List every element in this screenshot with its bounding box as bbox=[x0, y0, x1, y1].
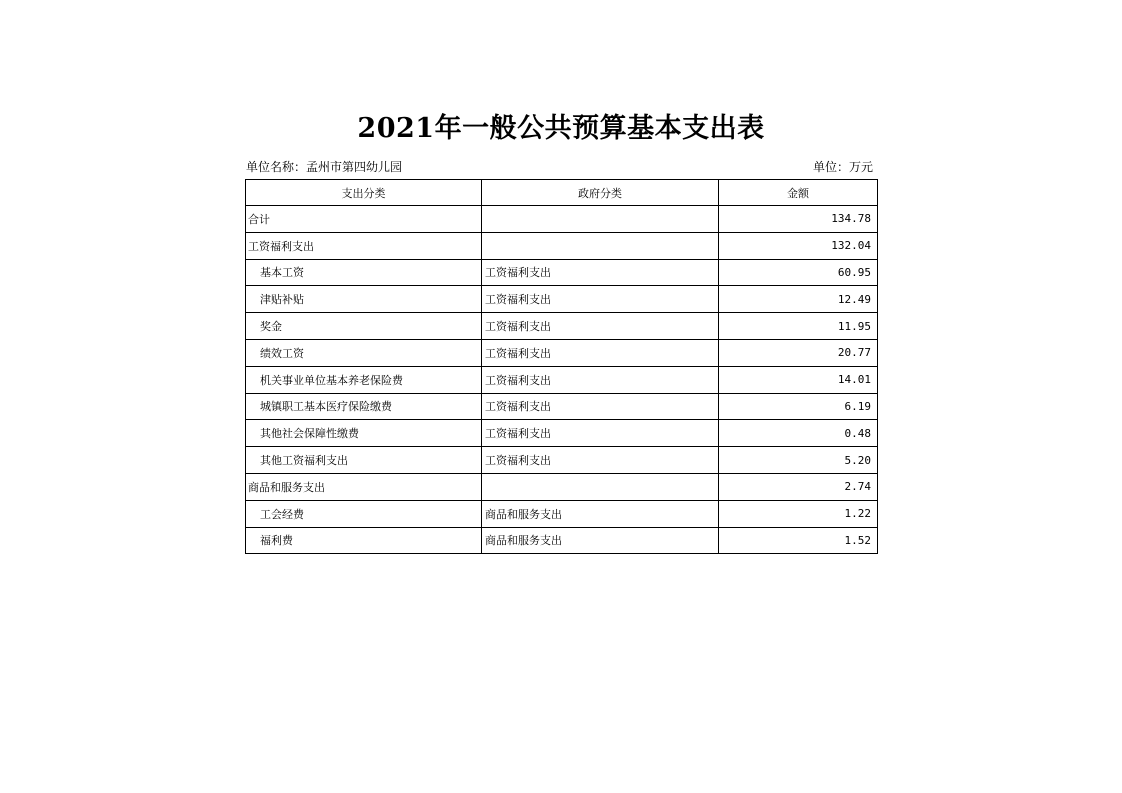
document-title: 2021年一般公共预算基本支出表 bbox=[357, 113, 765, 144]
row-category: 福利费 bbox=[246, 527, 482, 554]
row-amount: 12.49 bbox=[719, 286, 878, 313]
row-category: 商品和服务支出 bbox=[246, 473, 482, 500]
table-row bbox=[246, 286, 878, 313]
row-amount: 132.04 bbox=[719, 232, 878, 259]
row-amount: 6.19 bbox=[719, 393, 878, 420]
budget-table bbox=[245, 179, 878, 554]
table-row bbox=[246, 527, 878, 554]
row-category: 工资福利支出 bbox=[246, 232, 482, 259]
row-amount: 2.74 bbox=[719, 473, 878, 500]
row-category: 基本工资 bbox=[246, 259, 482, 286]
row-category: 津贴补贴 bbox=[246, 286, 482, 313]
row-amount: 5.20 bbox=[719, 447, 878, 474]
row-category: 其他社会保障性缴费 bbox=[246, 420, 482, 447]
row-gov-class: 工资福利支出 bbox=[482, 259, 719, 286]
header-government-class: 政府分类 bbox=[482, 180, 719, 206]
table-meta bbox=[246, 158, 876, 176]
row-gov-class: 商品和服务支出 bbox=[482, 527, 719, 554]
row-amount: 1.52 bbox=[719, 527, 878, 554]
row-category: 奖金 bbox=[246, 313, 482, 340]
row-category: 机关事业单位基本养老保险费 bbox=[246, 366, 482, 393]
row-gov-class: 工资福利支出 bbox=[482, 420, 719, 447]
row-gov-class: 工资福利支出 bbox=[482, 339, 719, 366]
table-row bbox=[246, 393, 878, 420]
table-row bbox=[246, 339, 878, 366]
row-category: 合计 bbox=[246, 206, 482, 233]
row-gov-class bbox=[482, 232, 719, 259]
table-row bbox=[246, 206, 878, 233]
row-gov-class: 工资福利支出 bbox=[482, 366, 719, 393]
header-amount: 金额 bbox=[719, 180, 878, 206]
row-amount: 1.22 bbox=[719, 500, 878, 527]
row-category: 工会经费 bbox=[246, 500, 482, 527]
row-gov-class: 商品和服务支出 bbox=[482, 500, 719, 527]
row-amount: 20.77 bbox=[719, 339, 878, 366]
table-row bbox=[246, 259, 878, 286]
row-gov-class: 工资福利支出 bbox=[482, 286, 719, 313]
unit-name-label: 单位名称：孟州市第四幼儿园 bbox=[246, 160, 403, 174]
row-gov-class bbox=[482, 473, 719, 500]
row-amount: 14.01 bbox=[719, 366, 878, 393]
row-amount: 134.78 bbox=[719, 206, 878, 233]
table-header-row bbox=[246, 180, 878, 206]
row-amount: 60.95 bbox=[719, 259, 878, 286]
row-category: 绩效工资 bbox=[246, 339, 482, 366]
unit-measure-label: 单位：万元 bbox=[812, 160, 873, 174]
row-gov-class: 工资福利支出 bbox=[482, 393, 719, 420]
row-gov-class: 工资福利支出 bbox=[482, 447, 719, 474]
table-row bbox=[246, 500, 878, 527]
table-row bbox=[246, 366, 878, 393]
row-gov-class: 工资福利支出 bbox=[482, 313, 719, 340]
row-category: 其他工资福利支出 bbox=[246, 447, 482, 474]
header-expense-category: 支出分类 bbox=[246, 180, 482, 206]
row-gov-class bbox=[482, 206, 719, 233]
table-row bbox=[246, 447, 878, 474]
row-amount: 0.48 bbox=[719, 420, 878, 447]
table-row bbox=[246, 232, 878, 259]
row-category: 城镇职工基本医疗保险缴费 bbox=[246, 393, 482, 420]
table-row bbox=[246, 420, 878, 447]
table-row bbox=[246, 313, 878, 340]
row-amount: 11.95 bbox=[719, 313, 878, 340]
table-row bbox=[246, 473, 878, 500]
